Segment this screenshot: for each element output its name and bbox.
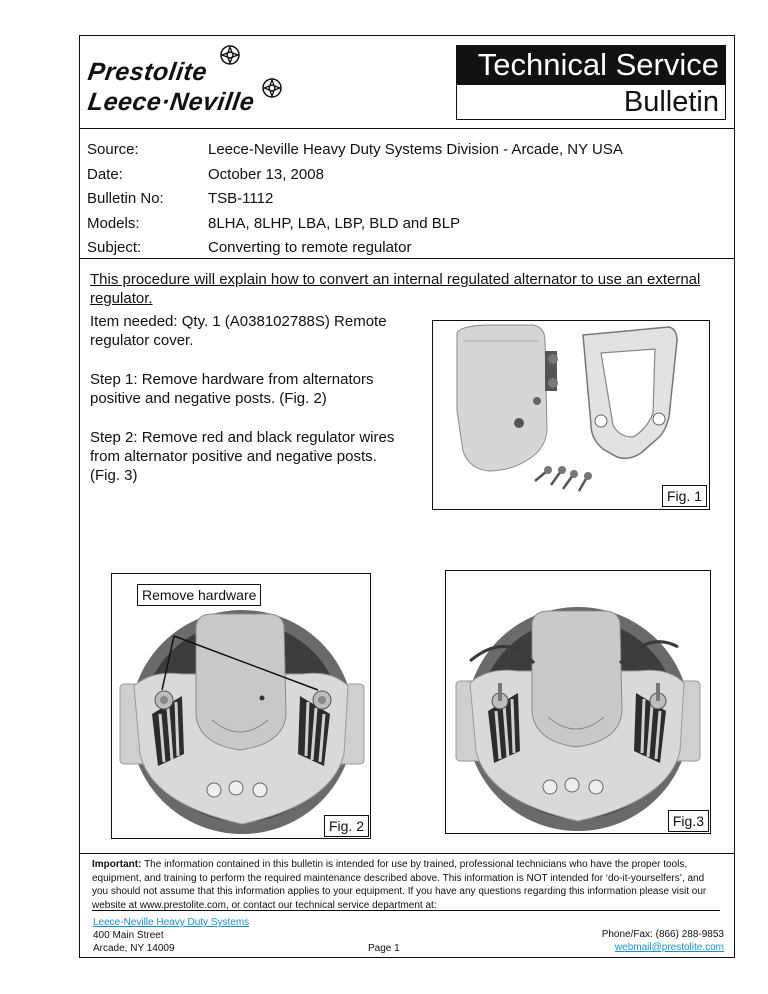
- procedure-steps: [90, 312, 410, 505]
- header: [80, 36, 734, 129]
- step-1: Step 1: Remove hardware from alternators positive and negative posts. (Fig. 2): [90, 371, 374, 407]
- procedure-intro: This procedure will explain how to convert an internal regulated alternator to use an external regulator.: [90, 271, 701, 307]
- meta-label: Models:: [87, 214, 140, 232]
- bulletin-page: [79, 35, 735, 958]
- leece-neville-logo: Leece·Neville: [86, 88, 257, 116]
- figure-1: [432, 320, 710, 510]
- figure-1-label: Fig. 1: [662, 485, 707, 507]
- section-divider: [80, 258, 734, 259]
- step-2: Step 2: Remove red and black regulator wires from alternator positive and negative posts. (Fig. 3): [90, 429, 395, 484]
- figure-3: [445, 570, 711, 834]
- contact-info: [602, 928, 724, 954]
- alternator-fig2-photo: [112, 574, 370, 838]
- meta-value: October 13, 2008: [208, 165, 324, 183]
- banner-subtitle: Bulletin: [457, 84, 725, 119]
- email-link[interactable]: webmail@prestolite.com: [614, 942, 724, 953]
- city-address: Arcade, NY 14009: [93, 943, 175, 954]
- meta-value: Converting to remote regulator: [208, 239, 412, 256]
- meta-value: 8LHA, 8LHP, LBA, LBP, BLD and BLP: [208, 214, 461, 232]
- important-notice: [92, 858, 718, 912]
- meta-row-models: [87, 212, 623, 237]
- prestolite-logo: Prestolite: [86, 58, 209, 86]
- technical-service-banner: [456, 45, 726, 120]
- meta-row-date: [87, 163, 623, 188]
- bulletin-meta: [87, 138, 623, 261]
- meta-value: Leece-Neville Heavy Duty Systems Division - Arcade, NY USA: [208, 141, 623, 158]
- important-text: The information contained in this bulletin is intended for use by trained, professional technicians who have the proper tools, equipment, and training to perform the required maintenance described above. This information is NOT intended for ‘do-it-yourselfers’, and you should not assume that this information applies to your equipment. If you have any questions regarding this information please visit our website at www.prestolite.com, or contact our technical service department at:: [92, 859, 707, 911]
- important-label: Important:: [92, 859, 142, 870]
- meta-row-subject: [87, 236, 623, 261]
- figure-3-label: Fig.3: [668, 810, 709, 832]
- prestolite-mark-icon: [219, 44, 241, 66]
- meta-row-source: [87, 138, 623, 163]
- regulator-cover-photo: [433, 321, 709, 509]
- meta-value: TSB-1112: [208, 190, 274, 207]
- meta-row-bulletin-no: [87, 187, 623, 212]
- meta-label: Bulletin No:: [87, 190, 164, 207]
- page-number: Page 1: [368, 943, 400, 954]
- footer-inner-divider: [92, 910, 720, 911]
- leece-neville-mark-icon: [261, 77, 283, 99]
- street-address: 400 Main Street: [93, 930, 164, 941]
- alternator-fig3-photo: [446, 571, 710, 833]
- company-address: [93, 916, 249, 955]
- figure-2: [111, 573, 371, 839]
- phone-fax: Phone/Fax: (866) 288-9853: [601, 929, 724, 940]
- meta-label: Subject:: [87, 239, 142, 256]
- meta-label: Source:: [87, 141, 139, 158]
- footer-divider: [80, 853, 734, 854]
- meta-label: Date:: [87, 165, 123, 183]
- figure-2-label: Fig. 2: [324, 815, 369, 837]
- banner-title: Technical Service: [457, 46, 725, 84]
- item-needed: Item needed: Qty. 1 (A038102788S) Remote regulator cover.: [90, 313, 387, 349]
- company-link[interactable]: Leece-Neville Heavy Duty Systems: [93, 917, 250, 928]
- remove-hardware-callout: Remove hardware: [137, 584, 261, 606]
